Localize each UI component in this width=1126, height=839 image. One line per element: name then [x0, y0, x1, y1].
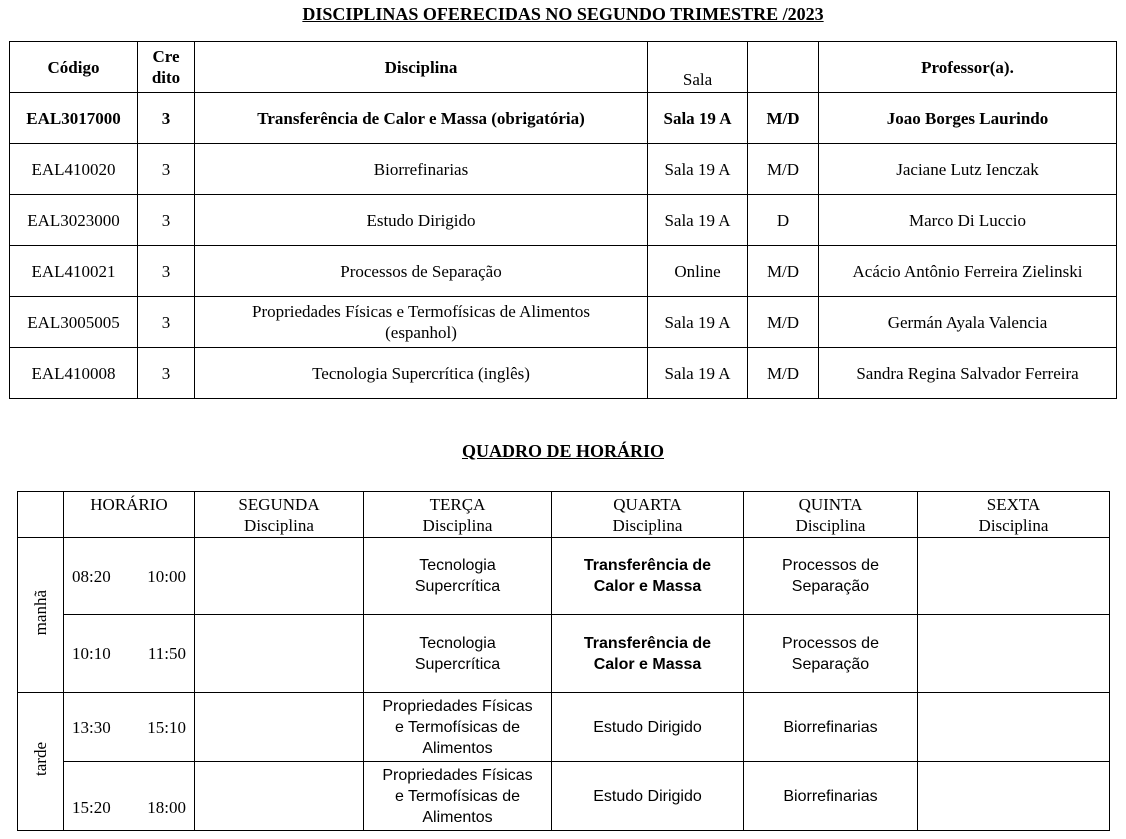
cell-codigo: EAL410008 — [10, 348, 138, 399]
cell-turno: M/D — [748, 93, 819, 144]
cell-credito: 3 — [138, 348, 195, 399]
cell-professor: Marco Di Luccio — [819, 195, 1117, 246]
cell-professor: Germán Ayala Valencia — [819, 297, 1117, 348]
table-row — [10, 195, 1117, 246]
cell-quinta: Processos de Separação — [744, 615, 918, 693]
cell-sala: Sala 19 A — [648, 144, 748, 195]
cell-sala: Online — [648, 246, 748, 297]
cell-sexta — [918, 693, 1110, 762]
header-disciplina: Disciplina — [195, 42, 648, 93]
schedule-row — [18, 693, 1110, 762]
header-codigo: Código — [10, 42, 138, 93]
cell-turno: M/D — [748, 348, 819, 399]
period-afternoon: tarde — [18, 693, 64, 831]
schedule-row — [18, 615, 1110, 693]
cell-quarta: Transferência de Calor e Massa — [552, 615, 744, 693]
cell-professor: Acácio Antônio Ferreira Zielinski — [819, 246, 1117, 297]
cell-terca: Propriedades Físicas e Termofísicas de Alimentos — [364, 762, 552, 831]
page-title: DISCIPLINAS OFERECIDAS NO SEGUNDO TRIMESTRE /2023 — [302, 4, 824, 24]
header-horario: HORÁRIO — [64, 492, 195, 538]
cell-quinta: Processos de Separação — [744, 538, 918, 615]
header-turno — [748, 42, 819, 93]
cell-codigo: EAL410021 — [10, 246, 138, 297]
cell-disciplina: Processos de Separação — [195, 246, 648, 297]
schedule-title: QUADRO DE HORÁRIO — [461, 441, 664, 461]
cell-disciplina: Biorrefinarias — [195, 144, 648, 195]
cell-turno: D — [748, 195, 819, 246]
time-slot: 08:20 10:00 — [64, 538, 195, 615]
period-morning: manhã — [18, 538, 64, 693]
table-row — [10, 144, 1117, 195]
cell-codigo: EAL3017000 — [10, 93, 138, 144]
cell-disciplina: Tecnologia Supercrítica (inglês) — [195, 348, 648, 399]
header-period — [18, 492, 64, 538]
table-row — [10, 246, 1117, 297]
cell-disciplina: Estudo Dirigido — [195, 195, 648, 246]
cell-quarta: Transferência de Calor e Massa — [552, 538, 744, 615]
cell-quinta: Biorrefinarias — [744, 693, 918, 762]
cell-credito: 3 — [138, 93, 195, 144]
header-segunda: SEGUNDA Disciplina — [195, 492, 364, 538]
cell-professor: Jaciane Lutz Ienczak — [819, 144, 1117, 195]
cell-professor: Joao Borges Laurindo — [819, 93, 1117, 144]
cell-segunda — [195, 615, 364, 693]
cell-turno: M/D — [748, 246, 819, 297]
header-sala: Sala — [648, 42, 748, 93]
header-professor: Professor(a). — [819, 42, 1117, 93]
cell-disciplina: Transferência de Calor e Massa (obrigatória) — [195, 93, 648, 144]
cell-segunda — [195, 538, 364, 615]
table-header-row — [10, 42, 1117, 93]
cell-turno: M/D — [748, 144, 819, 195]
cell-professor: Sandra Regina Salvador Ferreira — [819, 348, 1117, 399]
schedule-row — [18, 538, 1110, 615]
cell-terca: Tecnologia Supercrítica — [364, 538, 552, 615]
cell-segunda — [195, 693, 364, 762]
cell-codigo: EAL3023000 — [10, 195, 138, 246]
courses-table — [9, 41, 1117, 399]
cell-sala: Sala 19 A — [648, 348, 748, 399]
header-quarta: QUARTA Disciplina — [552, 492, 744, 538]
cell-terca: Tecnologia Supercrítica — [364, 615, 552, 693]
header-terca: TERÇA Disciplina — [364, 492, 552, 538]
cell-credito: 3 — [138, 297, 195, 348]
table-row — [10, 93, 1117, 144]
cell-codigo: EAL410020 — [10, 144, 138, 195]
table-row — [10, 348, 1117, 399]
header-quinta: QUINTA Disciplina — [744, 492, 918, 538]
cell-quinta: Biorrefinarias — [744, 762, 918, 831]
time-slot: 10:10 11:50 — [64, 615, 195, 693]
schedule-row — [18, 762, 1110, 831]
cell-quarta: Estudo Dirigido — [552, 693, 744, 762]
cell-sala: Sala 19 A — [648, 297, 748, 348]
cell-codigo: EAL3005005 — [10, 297, 138, 348]
cell-credito: 3 — [138, 144, 195, 195]
cell-sexta — [918, 615, 1110, 693]
cell-credito: 3 — [138, 195, 195, 246]
schedule-header-row — [18, 492, 1110, 538]
header-credito: Cre dito — [138, 42, 195, 93]
cell-sexta — [918, 762, 1110, 831]
cell-credito: 3 — [138, 246, 195, 297]
cell-disciplina: Propriedades Físicas e Termofísicas de Alimentos (espanhol) — [195, 297, 648, 348]
cell-segunda — [195, 762, 364, 831]
cell-turno: M/D — [748, 297, 819, 348]
cell-sala: Sala 19 A — [648, 93, 748, 144]
cell-quarta: Estudo Dirigido — [552, 762, 744, 831]
cell-sexta — [918, 538, 1110, 615]
table-row — [10, 297, 1117, 348]
time-slot: 13:30 15:10 — [64, 693, 195, 762]
header-sexta: SEXTA Disciplina — [918, 492, 1110, 538]
schedule-table — [17, 491, 1110, 831]
time-slot: 15:20 18:00 — [64, 762, 195, 831]
cell-terca: Propriedades Físicas e Termofísicas de Alimentos — [364, 693, 552, 762]
cell-sala: Sala 19 A — [648, 195, 748, 246]
